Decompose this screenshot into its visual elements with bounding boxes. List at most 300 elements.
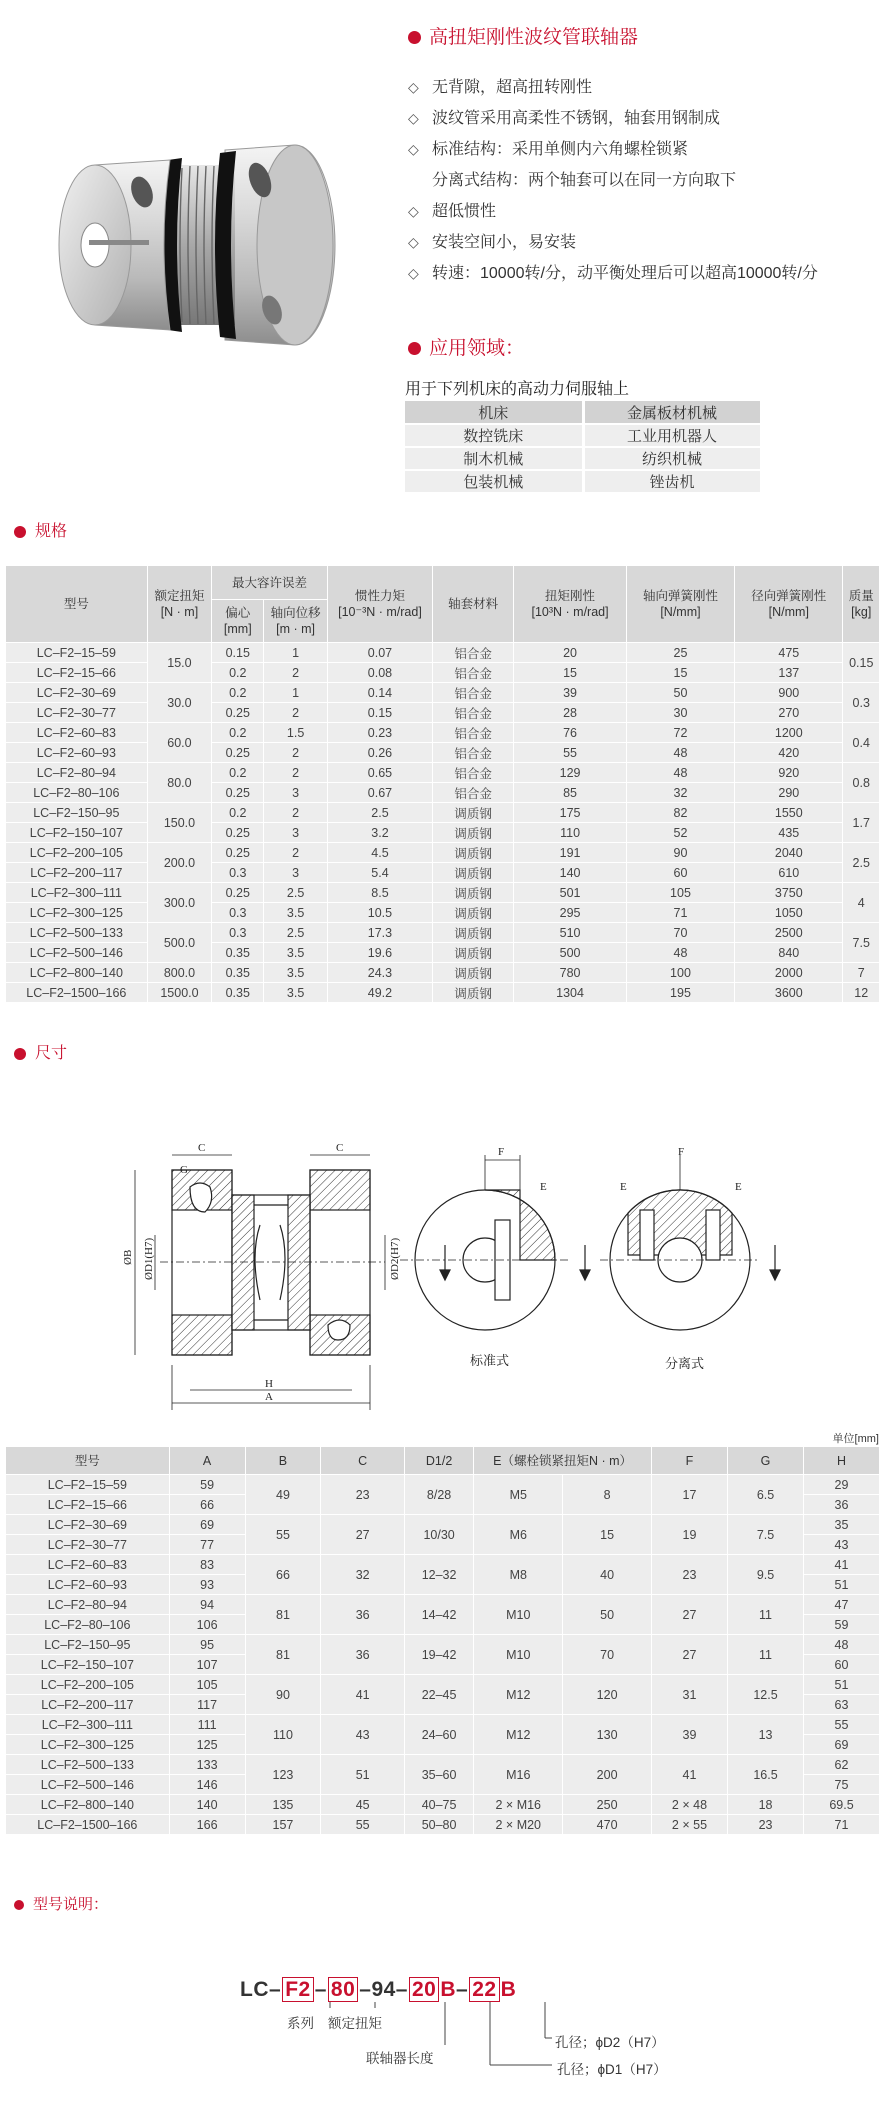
table-cell: 51 (803, 1675, 879, 1695)
table-cell: 0.08 (327, 663, 432, 683)
col-header: G (728, 1447, 804, 1475)
table-cell: 60.0 (147, 723, 212, 763)
table-cell: 0.35 (212, 983, 264, 1003)
dim-label-e: E (735, 1181, 742, 1193)
table-cell: 39 (514, 683, 627, 703)
table-cell: LC–F2–30–69 (6, 1515, 170, 1535)
table-cell: 15.0 (147, 643, 212, 683)
table-cell: 52 (626, 823, 734, 843)
table-cell: 69 (169, 1515, 245, 1535)
table-cell: 69.5 (803, 1795, 879, 1815)
table-cell: LC–F2–150–107 (6, 1655, 170, 1675)
table-cell: 195 (626, 983, 734, 1003)
table-cell: 90 (626, 843, 734, 863)
table-cell: 70 (563, 1635, 652, 1675)
table-cell: LC–F2–15–59 (6, 1475, 170, 1495)
table-cell: 105 (626, 883, 734, 903)
table-row (6, 843, 880, 863)
table-row: 机床 金属板材机械 (405, 401, 761, 424)
table-cell: 200 (563, 1755, 652, 1795)
table-cell: 75 (803, 1775, 879, 1795)
table-cell: LC–F2–30–77 (6, 1535, 170, 1555)
table-cell: 49.2 (327, 983, 432, 1003)
table-cell: 10/30 (404, 1515, 473, 1555)
table-cell: 55 (514, 743, 627, 763)
table-cell: 123 (245, 1755, 321, 1795)
table-cell: 27 (651, 1595, 727, 1635)
table-cell: 133 (169, 1755, 245, 1775)
table-cell: LC–F2–60–93 (6, 743, 148, 763)
table-cell: 19–42 (404, 1635, 473, 1675)
table-cell: 2 × M16 (474, 1795, 563, 1815)
table-cell: 191 (514, 843, 627, 863)
table-cell: LC–F2–80–94 (6, 1595, 170, 1615)
table-cell: 85 (514, 783, 627, 803)
table-cell: 2 × 55 (651, 1815, 727, 1835)
table-cell: M8 (474, 1555, 563, 1595)
table-row (6, 923, 880, 943)
dim-label-e: E (540, 1181, 547, 1193)
table-cell: 0.2 (212, 663, 264, 683)
table-cell: 62 (803, 1755, 879, 1775)
table-cell: 0.25 (212, 843, 264, 863)
table-cell: 117 (169, 1695, 245, 1715)
table-cell: 135 (245, 1795, 321, 1815)
table-cell: 0.25 (212, 783, 264, 803)
code-length: 94 (371, 1978, 396, 2001)
application-table (405, 401, 763, 494)
dimension-table (5, 1446, 880, 1835)
table-cell: 780 (514, 963, 627, 983)
table-cell: 130 (563, 1715, 652, 1755)
table-cell: 840 (735, 943, 843, 963)
table-row (6, 1635, 880, 1655)
red-bullet-icon (14, 1900, 24, 1910)
table-row (6, 683, 880, 703)
table-cell: 435 (735, 823, 843, 843)
table-cell: 36 (321, 1635, 405, 1675)
table-cell: 3.2 (327, 823, 432, 843)
dim-label-e: E (620, 1181, 627, 1193)
table-cell: 2 (264, 843, 328, 863)
table-cell: 72 (626, 723, 734, 743)
table-cell: LC–F2–150–107 (6, 823, 148, 843)
table-cell: 铝合金 (433, 763, 514, 783)
table-cell: 0.35 (212, 963, 264, 983)
table-cell: LC–F2–80–106 (6, 783, 148, 803)
table-cell: 12 (843, 983, 880, 1003)
dim-label-f: F (678, 1146, 685, 1158)
table-cell: 200.0 (147, 843, 212, 883)
table-cell: 2 (264, 703, 328, 723)
spec-section-title: 规格 (14, 518, 67, 541)
diamond-icon: ◇ (408, 111, 419, 127)
table-cell: 30.0 (147, 683, 212, 723)
col-header: H (803, 1447, 879, 1475)
table-cell: M12 (474, 1715, 563, 1755)
table-cell: 3 (264, 823, 328, 843)
table-cell: 81 (245, 1595, 321, 1635)
table-cell: 920 (735, 763, 843, 783)
table-row (6, 743, 880, 763)
table-cell: 70 (626, 923, 734, 943)
table-row (6, 1795, 880, 1815)
table-cell: 1304 (514, 983, 627, 1003)
table-cell: 610 (735, 863, 843, 883)
application-title: 应用领域： (408, 333, 524, 360)
caption-bore1: 孔径；ϕD1（H7） (557, 2062, 667, 2077)
table-cell: LC–F2–800–140 (6, 963, 148, 983)
table-cell: 66 (245, 1555, 321, 1595)
table-cell: 铝合金 (433, 743, 514, 763)
table-cell: 140 (514, 863, 627, 883)
dim-label-f: F (498, 1146, 505, 1158)
table-cell: 16.5 (728, 1755, 804, 1795)
red-bullet-icon (408, 31, 421, 44)
table-cell: 0.07 (327, 643, 432, 663)
table-cell: 15 (626, 663, 734, 683)
caption-torque: 额定扭矩 (328, 2016, 382, 2031)
table-cell: 3.5 (264, 983, 328, 1003)
table-cell: 调质钢 (433, 863, 514, 883)
table-cell: 2.5 (264, 883, 328, 903)
table-cell: 1500.0 (147, 983, 212, 1003)
table-cell: 125 (169, 1735, 245, 1755)
table-row (6, 823, 880, 843)
table-cell: 1050 (735, 903, 843, 923)
table-cell: 0.15 (327, 703, 432, 723)
table-cell: 17 (651, 1475, 727, 1515)
table-cell: 94 (169, 1595, 245, 1615)
table-row (6, 883, 880, 903)
table-cell: 32 (321, 1555, 405, 1595)
table-cell: LC–F2–1500–166 (6, 1815, 170, 1835)
table-cell: 95 (169, 1635, 245, 1655)
table-cell: 0.35 (212, 943, 264, 963)
table-cell: 9.5 (728, 1555, 804, 1595)
table-cell: 铝合金 (433, 643, 514, 663)
table-cell: 66 (169, 1495, 245, 1515)
table-cell: 0.25 (212, 823, 264, 843)
table-row (6, 943, 880, 963)
col-header: 偏心 [mm] (212, 600, 264, 643)
table-row (6, 1675, 880, 1695)
table-row (6, 1595, 880, 1615)
table-row (6, 1715, 880, 1735)
feature-item: 分离式结构：两个轴套可以在同一方向取下 (432, 172, 737, 189)
table-cell: 27 (321, 1515, 405, 1555)
table-cell: LC–F2–60–93 (6, 1575, 170, 1595)
table-cell: M10 (474, 1595, 563, 1635)
col-header: 质量 [kg] (843, 566, 880, 643)
product-title: 高扭矩刚性波纹管联轴器 (408, 22, 638, 49)
table-cell: 137 (735, 663, 843, 683)
table-cell: 39 (651, 1715, 727, 1755)
table-cell: 1.5 (264, 723, 328, 743)
table-row (6, 1755, 880, 1775)
table-cell: 铝合金 (433, 663, 514, 683)
table-row (6, 1475, 880, 1495)
table-cell: LC–F2–300–111 (6, 883, 148, 903)
table-cell: 420 (735, 743, 843, 763)
table-cell: 501 (514, 883, 627, 903)
table-cell: 50 (563, 1595, 652, 1635)
table-cell: 28 (514, 703, 627, 723)
table-cell: 2 (264, 803, 328, 823)
table-cell: 14–42 (404, 1595, 473, 1635)
table-cell: 铝合金 (433, 723, 514, 743)
table-cell: LC–F2–500–133 (6, 923, 148, 943)
table-cell: 0.25 (212, 743, 264, 763)
dim-label-a: A (265, 1391, 273, 1403)
table-cell: 0.15 (843, 643, 880, 683)
table-cell: 157 (245, 1815, 321, 1835)
table-row: 包装机械 锉齿机 (405, 470, 761, 493)
table-cell: 1 (264, 683, 328, 703)
table-cell: M6 (474, 1515, 563, 1555)
col-header: D1/2 (404, 1447, 473, 1475)
table-cell: 55 (245, 1515, 321, 1555)
table-cell: 调质钢 (433, 823, 514, 843)
table-cell: 93 (169, 1575, 245, 1595)
red-bullet-icon (14, 526, 26, 538)
caption-bore2: 孔径；ϕD2（H7） (555, 2035, 665, 2050)
table-cell: 63 (803, 1695, 879, 1715)
table-cell: 15 (514, 663, 627, 683)
col-header: B (245, 1447, 321, 1475)
table-cell: 调质钢 (433, 903, 514, 923)
table-cell: 铝合金 (433, 783, 514, 803)
table-cell: M10 (474, 1635, 563, 1675)
table-cell: 0.14 (327, 683, 432, 703)
table-cell: 0.8 (843, 763, 880, 803)
table-cell: 3.5 (264, 943, 328, 963)
table-cell: 36 (321, 1595, 405, 1635)
table-row (6, 703, 880, 723)
table-cell: LC–F2–150–95 (6, 1635, 170, 1655)
table-cell: 19 (651, 1515, 727, 1555)
red-bullet-icon (408, 342, 421, 355)
table-cell: 120 (563, 1675, 652, 1715)
diamond-icon: ◇ (408, 142, 419, 158)
table-cell: 48 (626, 763, 734, 783)
table-cell: 105 (169, 1675, 245, 1695)
dim-label-b: ØB (122, 1249, 134, 1265)
col-header: 最大容许误差 (212, 566, 328, 600)
table-cell: 110 (514, 823, 627, 843)
table-cell: LC–F2–300–111 (6, 1715, 170, 1735)
table-cell: LC–F2–150–95 (6, 803, 148, 823)
table-cell: 铝合金 (433, 683, 514, 703)
application-description: 用于下列机床的高动力伺服轴上 (405, 381, 630, 398)
table-cell: 250 (563, 1795, 652, 1815)
table-cell: M12 (474, 1675, 563, 1715)
table-cell: 43 (803, 1535, 879, 1555)
diamond-icon: ◇ (408, 266, 419, 282)
table-row: 制木机械 纺织机械 (405, 447, 761, 470)
table-cell: 60 (626, 863, 734, 883)
table-cell: 0.15 (212, 643, 264, 663)
table-cell: 0.3 (843, 683, 880, 723)
table-cell: 0.3 (212, 903, 264, 923)
table-cell: 69 (803, 1735, 879, 1755)
table-cell: 48 (803, 1635, 879, 1655)
table-cell: 111 (169, 1715, 245, 1735)
table-cell: 900 (735, 683, 843, 703)
table-cell: LC–F2–200–105 (6, 1675, 170, 1695)
table-cell: LC–F2–800–140 (6, 1795, 170, 1815)
table-cell: 110 (245, 1715, 321, 1755)
model-code-section-title: 型号说明： (14, 1893, 108, 1914)
table-cell: 0.3 (212, 923, 264, 943)
table-row (6, 643, 880, 663)
table-cell: 2 (264, 663, 328, 683)
table-cell: 0.23 (327, 723, 432, 743)
table-cell: LC–F2–1500–166 (6, 983, 148, 1003)
table-cell: 35 (803, 1515, 879, 1535)
table-cell: LC–F2–300–125 (6, 903, 148, 923)
code-bore1: 20 (409, 1977, 439, 2002)
table-cell: 83 (169, 1555, 245, 1575)
col-header: A (169, 1447, 245, 1475)
code-bore2: 22 (469, 1977, 499, 2002)
table-cell: 71 (803, 1815, 879, 1835)
table-cell: 0.3 (212, 863, 264, 883)
table-cell: 2040 (735, 843, 843, 863)
dim-label-g: G (180, 1164, 188, 1176)
table-cell: 2.5 (843, 843, 880, 883)
table-cell: 59 (169, 1475, 245, 1495)
feature-item: ◇ 转速：10000转/分，动平衡处理后可以超高10000转/分 (408, 258, 818, 289)
side-view (135, 1155, 385, 1410)
table-cell: 12.5 (728, 1675, 804, 1715)
table-cell: LC–F2–500–146 (6, 943, 148, 963)
dim-label-c: C (336, 1142, 344, 1154)
table-cell: 调质钢 (433, 983, 514, 1003)
table-cell: 13 (728, 1715, 804, 1755)
table-cell: 510 (514, 923, 627, 943)
col-header: 额定扭矩 [N · m] (147, 566, 212, 643)
table-cell: 35–60 (404, 1755, 473, 1795)
table-cell: 140 (169, 1795, 245, 1815)
table-cell: 71 (626, 903, 734, 923)
table-row (6, 803, 880, 823)
table-cell: 800.0 (147, 963, 212, 983)
table-cell: 4.5 (327, 843, 432, 863)
table-cell: M16 (474, 1755, 563, 1795)
table-cell: LC–F2–15–59 (6, 643, 148, 663)
feature-item: ◇ 安装空间小，易安装 (408, 227, 818, 258)
table-row (6, 783, 880, 803)
table-cell: 47 (803, 1595, 879, 1615)
table-cell: 0.65 (327, 763, 432, 783)
table-cell: 调质钢 (433, 923, 514, 943)
table-cell: 59 (803, 1615, 879, 1635)
table-cell: 32 (626, 783, 734, 803)
table-cell: 5.4 (327, 863, 432, 883)
table-cell: 51 (803, 1575, 879, 1595)
table-cell: 15 (563, 1515, 652, 1555)
table-cell: 调质钢 (433, 883, 514, 903)
table-cell: 2 (264, 743, 328, 763)
table-row (6, 963, 880, 983)
table-cell: 23 (651, 1555, 727, 1595)
table-cell: 50 (626, 683, 734, 703)
unit-label: 单位[mm] (832, 1433, 879, 1445)
table-cell: 0.25 (212, 703, 264, 723)
code-torque: 80 (328, 1977, 358, 2002)
table-cell: 0.4 (843, 723, 880, 763)
table-cell: 1.7 (843, 803, 880, 843)
table-cell: 77 (169, 1535, 245, 1555)
table-cell: 24–60 (404, 1715, 473, 1755)
table-cell: LC–F2–200–117 (6, 1695, 170, 1715)
table-cell: 调质钢 (433, 843, 514, 863)
table-cell: 48 (626, 743, 734, 763)
diamond-icon: ◇ (408, 235, 419, 251)
col-header: 轴向弹簧刚性 [N/mm] (626, 566, 734, 643)
table-cell: 8.5 (327, 883, 432, 903)
table-cell: 2 (264, 763, 328, 783)
table-row (6, 983, 880, 1003)
table-row (6, 903, 880, 923)
table-cell: 29 (803, 1475, 879, 1495)
table-cell: 19.6 (327, 943, 432, 963)
table-row (6, 863, 880, 883)
col-header: 轴向位移 [m · m] (264, 600, 328, 643)
table-cell: LC–F2–30–77 (6, 703, 148, 723)
col-header: E（螺栓锁紧扭矩N · m） (474, 1447, 652, 1475)
table-cell: 146 (169, 1775, 245, 1795)
table-cell: 270 (735, 703, 843, 723)
table-cell: LC–F2–15–66 (6, 663, 148, 683)
table-cell: 3.5 (264, 903, 328, 923)
red-bullet-icon (14, 1048, 26, 1060)
table-cell: LC–F2–500–133 (6, 1755, 170, 1775)
table-cell: 500.0 (147, 923, 212, 963)
table-cell: 90 (245, 1675, 321, 1715)
table-cell: 0.2 (212, 763, 264, 783)
table-cell: 7 (843, 963, 880, 983)
table-cell: 41 (803, 1555, 879, 1575)
col-header: 型号 (6, 1447, 170, 1475)
table-cell: LC–F2–80–94 (6, 763, 148, 783)
table-cell: 82 (626, 803, 734, 823)
table-row (6, 1555, 880, 1575)
table-row (6, 663, 880, 683)
table-cell: 2500 (735, 923, 843, 943)
table-cell: 3 (264, 783, 328, 803)
table-cell: 2.5 (327, 803, 432, 823)
table-cell: 3750 (735, 883, 843, 903)
col-header: 扭矩刚性 [10³N · m/rad] (514, 566, 627, 643)
table-cell: 1200 (735, 723, 843, 743)
table-cell: 25 (626, 643, 734, 663)
col-header: C (321, 1447, 405, 1475)
table-cell: LC–F2–15–66 (6, 1495, 170, 1515)
table-cell: 4 (843, 883, 880, 923)
table-cell: 22–45 (404, 1675, 473, 1715)
table-cell: 290 (735, 783, 843, 803)
table-cell: 2 × M20 (474, 1815, 563, 1835)
dim-label-d1: ØD1(H7) (143, 1237, 155, 1280)
table-cell: 36 (803, 1495, 879, 1515)
table-cell: 12–32 (404, 1555, 473, 1595)
table-cell: 40–75 (404, 1795, 473, 1815)
diamond-icon: ◇ (408, 204, 419, 220)
table-cell: 100 (626, 963, 734, 983)
table-cell: 48 (626, 943, 734, 963)
